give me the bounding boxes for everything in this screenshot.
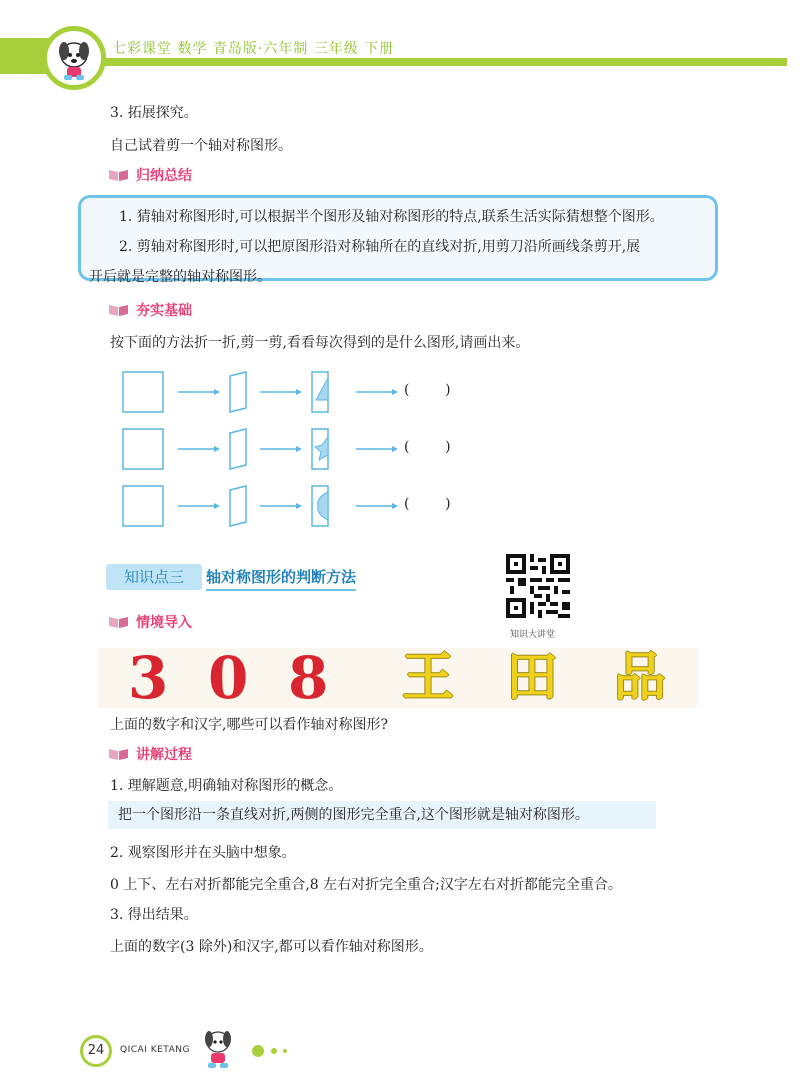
chars-strip <box>98 644 698 712</box>
summary-title: 归纳总结 <box>136 168 192 184</box>
summary-box <box>78 195 718 285</box>
explore-text: 自己试着剪一个轴对称图形。 <box>110 138 292 154</box>
explore-heading: 3. 拓展探究。 <box>110 105 198 121</box>
page-number: 24 <box>80 1035 112 1067</box>
qr-caption: 知识大讲堂 <box>510 630 556 640</box>
qr-code-icon[interactable] <box>506 554 570 618</box>
fold-row-1 <box>122 370 482 414</box>
explanation-step-1: 1. 理解题意,明确轴对称图形的概念。 <box>110 778 343 794</box>
mascot-logo-icon <box>42 26 106 90</box>
book-icon <box>108 747 130 761</box>
explanation-title: 讲解过程 <box>136 747 192 763</box>
knowledge-point-title: 轴对称图形的判断方法 <box>206 566 356 591</box>
explanation-section-title <box>108 744 192 764</box>
footer-dots-decoration <box>252 1043 292 1062</box>
footer-brand: QICAI KETANG <box>120 1045 190 1055</box>
fold-row-3 <box>122 484 482 528</box>
concept-box: 把一个图形沿一条直线对折,两侧的图形完全重合,这个图形就是轴对称图形。 <box>108 801 656 829</box>
summary-line-2: 2. 剪轴对称图形时,可以把原图形沿对称轴所在的直线对折,用剪刀沿所画线条剪开,展 <box>119 239 641 255</box>
basics-instruction: 按下面的方法折一折,剪一剪,看看每次得到的是什么图形,请画出来。 <box>110 335 530 351</box>
book-icon <box>108 303 130 317</box>
big-number-0: 0 <box>208 644 249 712</box>
answer-paren: ( ) <box>404 439 451 455</box>
explanation-observe: 0 上下、左右对折都能完全重合,8 左右对折完全重合;汉字左右对折都能完全重合。 <box>110 877 622 893</box>
header-title: 七彩课堂 数学 青岛版·六年制 三年级 下册 <box>112 41 395 57</box>
explanation-result: 上面的数字(3 除外)和汉字,都可以看作轴对称图形。 <box>110 939 433 955</box>
big-number-8: 8 <box>288 644 329 712</box>
basics-title: 夯实基础 <box>136 303 192 319</box>
big-char-tian: 田 <box>506 648 559 708</box>
knowledge-point-label: 知识点三 <box>106 564 202 590</box>
basics-section-title <box>108 300 192 320</box>
big-number-3: 3 <box>128 644 169 712</box>
situation-title: 情境导入 <box>136 615 192 631</box>
header-bar <box>0 58 787 66</box>
situation-section-title <box>108 612 192 632</box>
book-icon <box>108 168 130 182</box>
footer-mascot-icon <box>196 1026 240 1072</box>
big-char-wang: 王 <box>402 648 455 708</box>
fold-row-2 <box>122 427 482 471</box>
explanation-step-3: 3. 得出结果。 <box>110 907 198 923</box>
summary-line-1: 1. 猜轴对称图形时,可以根据半个图形及轴对称图形的特点,联系生活实际猜想整个图形。 <box>119 209 664 225</box>
summary-section-title <box>108 165 192 185</box>
book-icon <box>108 615 130 629</box>
answer-paren: ( ) <box>404 382 451 398</box>
explanation-step-2: 2. 观察图形并在头脑中想象。 <box>110 845 296 861</box>
big-char-pin: 品 <box>614 648 667 708</box>
situation-question: 上面的数字和汉字,哪些可以看作轴对称图形? <box>110 717 388 733</box>
summary-line-3: 开后就是完整的轴对称图形。 <box>89 269 271 285</box>
answer-paren: ( ) <box>404 496 451 512</box>
